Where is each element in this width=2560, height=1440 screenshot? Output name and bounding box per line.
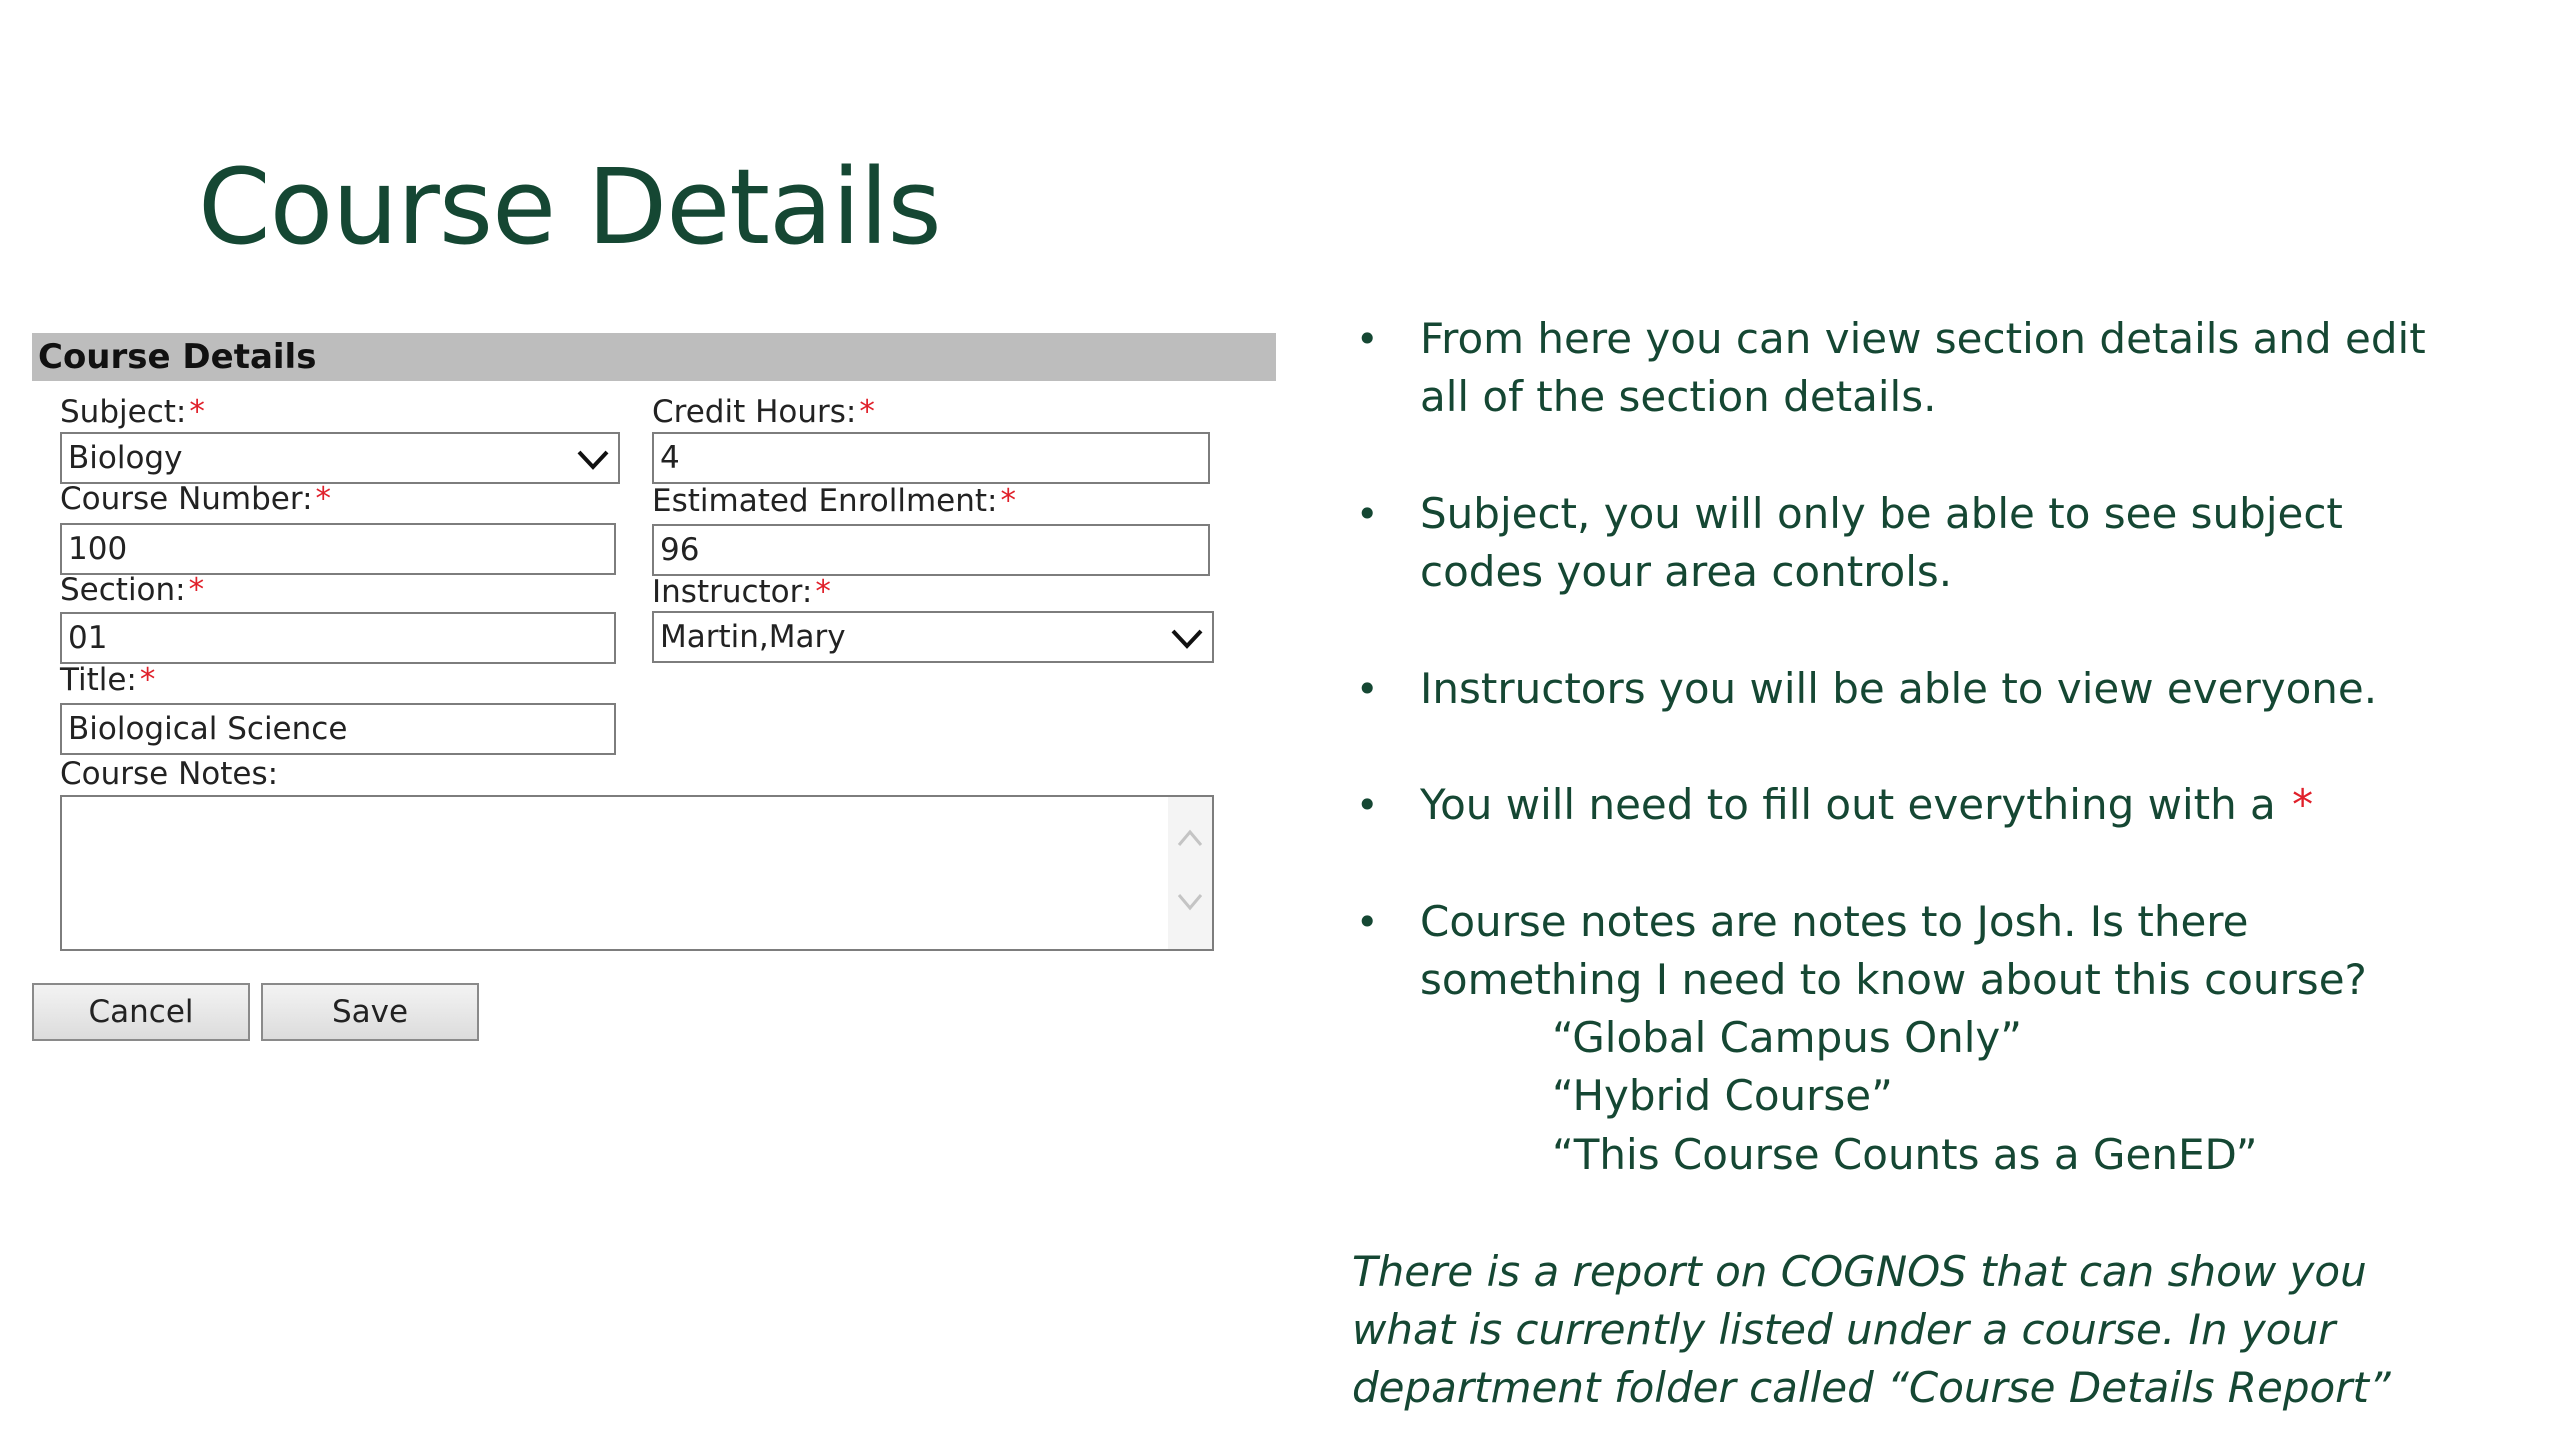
- credit-hours-label: Credit Hours:*: [652, 394, 875, 430]
- course-number-input[interactable]: 100: [60, 523, 616, 575]
- chevron-up-icon[interactable]: [1176, 827, 1204, 849]
- title-label: Title:*: [60, 662, 156, 698]
- subject-label: Subject:*: [60, 394, 205, 430]
- chevron-down-icon: [576, 444, 610, 474]
- section-input[interactable]: 01: [60, 612, 616, 664]
- bullet-dot: •: [1356, 667, 1379, 711]
- course-number-label: Course Number:*: [60, 481, 332, 517]
- estimated-enrollment-input[interactable]: 96: [652, 524, 1210, 576]
- bullet-dot: •: [1356, 900, 1379, 944]
- example-note: “Hybrid Course”: [1552, 1071, 1893, 1120]
- required-marker: *: [859, 394, 875, 430]
- required-marker: *: [815, 574, 831, 610]
- bullet-dot: •: [1356, 492, 1379, 536]
- required-marker: *: [1000, 483, 1016, 519]
- chevron-down-icon: [1170, 623, 1204, 653]
- section-label: Section:*: [60, 572, 205, 608]
- cognos-report-note: There is a report on COGNOS that can show you what is currently listed under a course. In your department folder called “Course Details Report”: [1352, 1247, 2391, 1412]
- slide-title: Course Details: [198, 146, 941, 268]
- course-notes-label: Course Notes:: [60, 756, 279, 792]
- required-marker: *: [315, 481, 332, 517]
- bullet-dot: •: [1356, 317, 1379, 361]
- form-header: Course Details: [32, 333, 1276, 381]
- required-marker: *: [188, 572, 205, 608]
- instructor-label: Instructor:*: [652, 574, 831, 610]
- instructor-select[interactable]: Martin,Mary: [652, 611, 1214, 663]
- credit-hours-input[interactable]: 4: [652, 432, 1210, 484]
- course-notes-textarea[interactable]: [60, 795, 1214, 951]
- cancel-button[interactable]: Cancel: [32, 983, 250, 1041]
- required-marker: *: [2292, 780, 2314, 829]
- estimated-enrollment-label: Estimated Enrollment:*: [652, 483, 1016, 519]
- course-notes-scrollbar[interactable]: [1168, 797, 1212, 949]
- course-details-form: [32, 333, 1276, 1053]
- subject-select[interactable]: Biology: [60, 432, 620, 484]
- bullet-dot: •: [1356, 783, 1379, 827]
- required-marker: *: [189, 394, 205, 430]
- chevron-down-icon[interactable]: [1176, 891, 1204, 913]
- required-marker: *: [139, 662, 156, 698]
- example-note: “Global Campus Only”: [1552, 1013, 2023, 1062]
- save-button[interactable]: Save: [261, 983, 479, 1041]
- title-input[interactable]: Biological Science: [60, 703, 616, 755]
- example-note: “This Course Counts as a GenED”: [1552, 1130, 2258, 1179]
